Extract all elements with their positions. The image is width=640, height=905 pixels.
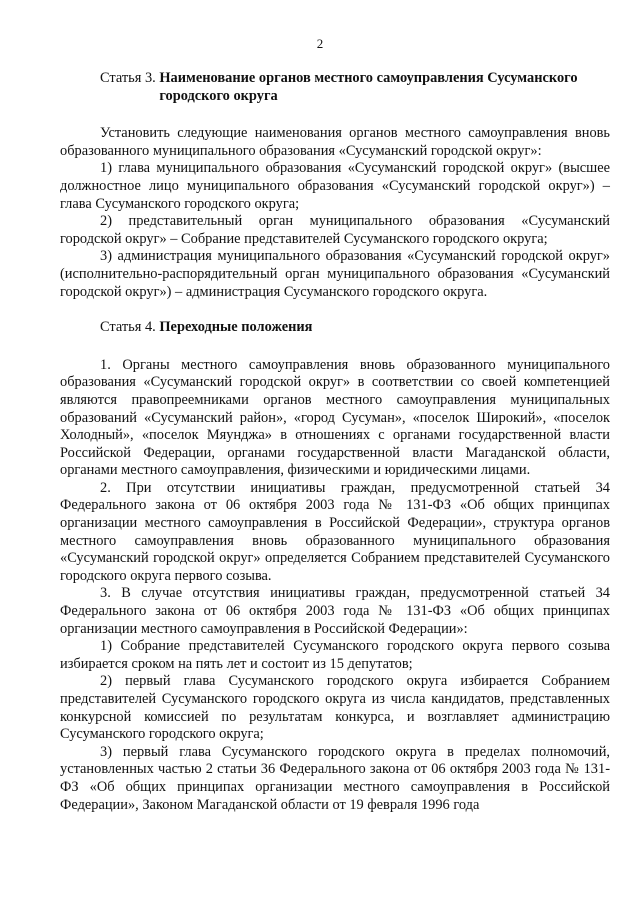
article-3-paragraph: 2) представительный орган муниципального образования «Сусуманский городской округ» – Собрание представителей Сусуманского городского округа; xyxy=(60,213,610,247)
article-3-paragraph: 3) администрация муниципального образования «Сусуманский городской округ» (исполнительно-распорядительный орган муниципального образования «Сусуманский городской округ») – администрация Сусуманского городского округа. xyxy=(60,248,610,300)
article-4-paragraph: 2) первый глава Сусуманского городского округа избирается Собранием представителей Сусуманского городского округа из числа кандидатов, представленных конкурсной комиссией по результатам конкурса, и возглавляет администрацию Сусуманского городского округа; xyxy=(60,673,610,743)
article-4-paragraph: 2. При отсутствии инициативы граждан, предусмотренной статьей 34 Федерального закона от 06 октября 2003 года № 131-ФЗ «Об общих принципах организации местного самоуправления в Российской Федерации», структура органов местного самоуправления вновь образованного муниципального образования «Сусуманский городской округ» определяется Собранием представителей Сусуманского городского округа первого созыва. xyxy=(60,479,610,584)
article-4-paragraph: 3. В случае отсутствия инициативы граждан, предусмотренной статьей 34 Федерального закона от 06 октября 2003 года № 131-ФЗ «Об общих принципах организации местного самоуправления в Российской Федерации»: xyxy=(60,585,610,637)
article-3-label: Статья 3. xyxy=(100,70,156,86)
article-4-label: Статья 4. xyxy=(100,319,156,336)
article-3-heading xyxy=(60,70,610,105)
article-4-paragraph: 1. Органы местного самоуправления вновь образованного муниципального образования «Сусуманский городской округ» в соответствии со своей компетенцией являются правопреемниками органов местного самоуправления муниципальных образований «Сусуманский район», «город Сусуман», «поселок Широкий», «поселок Холодный», «поселок Мяунджа» в отношениях с органами государственной власти Российской Федерации, органами государственной власти Магаданской области, органами местного самоуправления, физическими и юридическими лицами. xyxy=(60,356,610,479)
article-4-paragraph: 1) Собрание представителей Сусуманского городского округа первого созыва избирается сроком на пять лет и состоит из 15 депутатов; xyxy=(60,638,610,672)
article-3-title: Наименование органов местного самоуправления Сусуманского городского округа xyxy=(159,70,578,104)
article-4-title: Переходные положения xyxy=(159,319,313,336)
article-4-heading xyxy=(60,319,610,337)
article-4-paragraph: 3) первый глава Сусуманского городского округа в пределах полномочий, установленных частью 2 статьи 36 Федерального закона от 06 октября 2003 года № 131-ФЗ «Об общих принципах организации местного самоуправления в Российской Федерации», Законом Магаданской области от 19 февраля 1996 года xyxy=(60,743,610,813)
article-3-paragraph: Установить следующие наименования органов местного самоуправления вновь образованного муниципального образования «Сусуманский городской округ»: xyxy=(60,125,610,159)
article-3-paragraph: 1) глава муниципального образования «Сусуманский городской округ» (высшее должностное лицо муниципального образования «Сусуманский городской округ») – глава Сусуманского городского округа; xyxy=(60,160,610,212)
document-body xyxy=(60,70,610,814)
page-number: 2 xyxy=(316,36,324,51)
